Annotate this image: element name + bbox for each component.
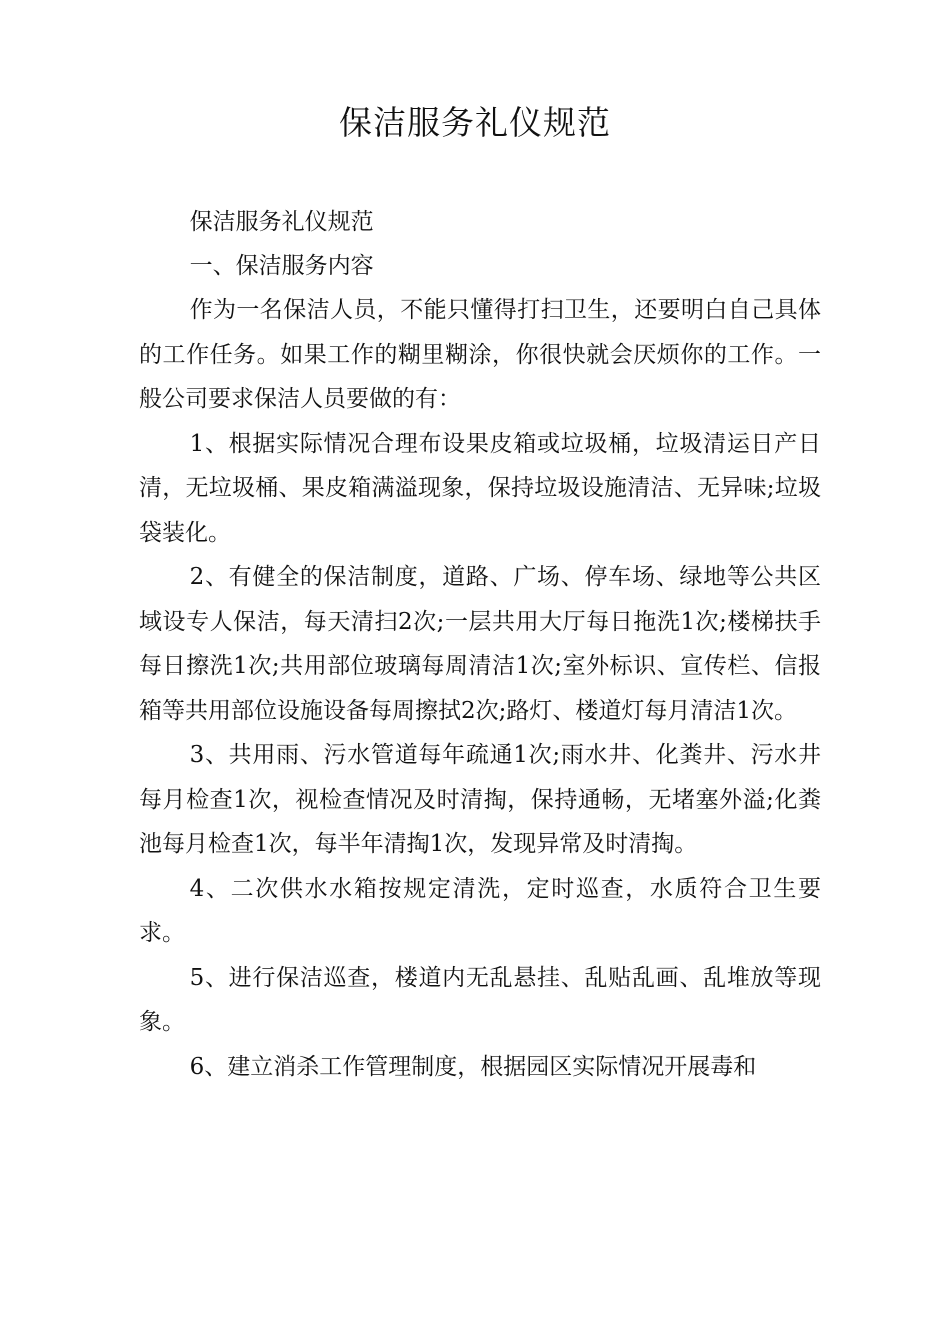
item-paragraph-4: 4、二次供水水箱按规定清洗，定时巡查，水质符合卫生要求。: [139, 875, 821, 946]
item-paragraph-3: 3、共用雨、污水管道每年疏通1次;雨水井、化粪井、污水井每月检查1次，视检查情况及时清掏，保持通畅，无堵塞外溢;化粪池每月检查1次，每半年清掏1次，发现异常及时清掏。: [139, 742, 821, 857]
item-paragraph-1: 1、根据实际情况合理布设果皮箱或垃圾桶，垃圾清运日产日清，无垃圾桶、果皮箱满溢现象，保持垃圾设施清洁、无异味;垃圾袋装化。: [139, 430, 821, 546]
document-body: [139, 200, 821, 1089]
section-heading: 一、保洁服务内容: [189, 253, 374, 279]
intro-paragraph: 作为一名保洁人员，不能只懂得打扫卫生，还要明白自己具体的工作任务。如果工作的糊里糊涂，你很快就会厌烦你的工作。一般公司要求保洁人员要做的有：: [139, 297, 821, 412]
item-paragraph-2: 2、有健全的保洁制度，道路、广场、停车场、绿地等公共区域设专人保洁，每天清扫2次;一层共用大厅每日拖洗1次;楼梯扶手每日擦洗1次;共用部位玻璃每周清洁1次;室外标识、宣传栏、信报箱等共用部位设施设备每周擦拭2次;路灯、楼道灯每月清洁1次。: [139, 564, 821, 724]
subtitle-paragraph: 保洁服务礼仪规范: [189, 209, 374, 235]
item-paragraph-5: 5、进行保洁巡查，楼道内无乱悬挂、乱贴乱画、乱堆放等现象。: [139, 964, 821, 1035]
item-paragraph-6: 6、建立消杀工作管理制度，根据园区实际情况开展毒和: [189, 1053, 757, 1080]
document-title: 保洁服务礼仪规范: [339, 103, 611, 142]
